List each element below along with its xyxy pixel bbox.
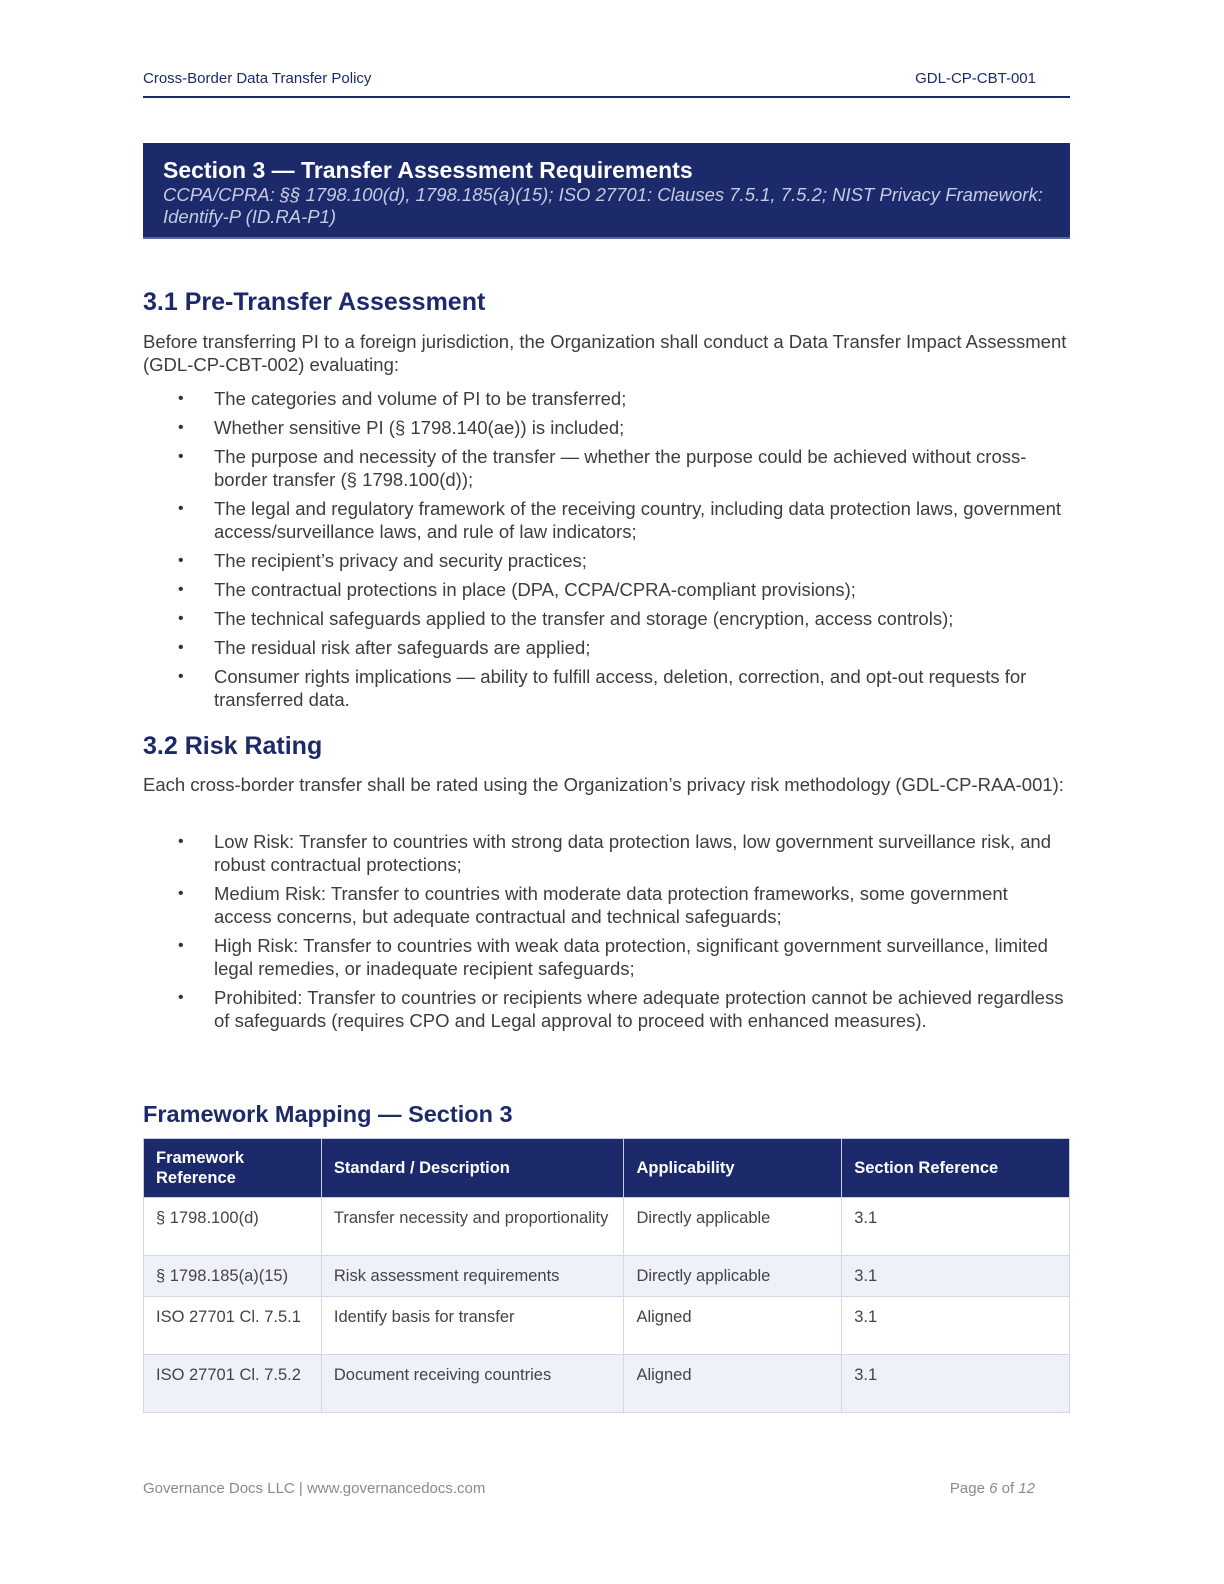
- framework-mapping-table: [143, 1138, 1070, 1413]
- column-header: Section Reference: [842, 1139, 1070, 1198]
- assessment-criteria-list: [143, 387, 1070, 717]
- table-cell: Transfer necessity and proportionality: [321, 1198, 624, 1256]
- column-header: Framework Reference: [144, 1139, 322, 1198]
- table-cell: ISO 27701 Cl. 7.5.2: [144, 1355, 322, 1413]
- table-cell: 3.1: [842, 1297, 1070, 1355]
- page-of: of: [1001, 1480, 1015, 1497]
- header-doc-id: GDL-CP-CBT-001: [915, 70, 1036, 87]
- table-row: [144, 1198, 1070, 1256]
- page-label: Page: [949, 1480, 985, 1497]
- section-title: Section 3 — Transfer Assessment Requirements: [163, 157, 693, 183]
- intro-3-2: Each cross-border transfer shall be rated using the Organization’s privacy risk methodology (GDL-CP-RAA-001):: [143, 774, 1064, 795]
- page-number: [950, 1480, 1070, 1497]
- table-cell: Directly applicable: [624, 1256, 842, 1297]
- column-header: Applicability: [624, 1139, 842, 1198]
- table-cell: Aligned: [624, 1297, 842, 1355]
- header-doc-title: Cross-Border Data Transfer Policy: [143, 70, 372, 87]
- risk-rating-list: [143, 830, 1070, 1038]
- table-cell: Directly applicable: [624, 1198, 842, 1256]
- running-header: [143, 70, 1070, 98]
- table-cell: Identify basis for transfer: [321, 1297, 624, 1355]
- table-cell: Risk assessment requirements: [321, 1256, 624, 1297]
- table-cell: 3.1: [842, 1256, 1070, 1297]
- heading-3-1: 3.1 Pre-Transfer Assessment: [143, 288, 486, 316]
- list-item: • Prohibited: Transfer to countries or recipients where adequate protection cannot be achieved regardless of safeguards (requires CPO and Legal approval to proceed with enhanced measures).: [143, 986, 1070, 1032]
- list-item: • The technical safeguards applied to the transfer and storage (encryption, access controls);: [143, 607, 1070, 630]
- list-item: • The residual risk after safeguards are applied;: [143, 636, 1070, 659]
- list-item: • The purpose and necessity of the transfer — whether the purpose could be achieved without cross-border transfer (§ 1798.100(d));: [143, 445, 1070, 491]
- column-header: Standard / Description: [321, 1139, 624, 1198]
- section-references: CCPA/CPRA: §§ 1798.100(d), 1798.185(a)(15); ISO 27701: Clauses 7.5.1, 7.5.2; NIST Privacy Framework: Identify-P (ID.RA-P1): [163, 184, 1043, 227]
- list-item: • The contractual protections in place (DPA, CCPA/CPRA-compliant provisions);: [143, 578, 1070, 601]
- mapping-table-title: Framework Mapping — Section 3: [143, 1101, 513, 1127]
- heading-3-2: 3.2 Risk Rating: [143, 732, 323, 760]
- table-cell: 3.1: [842, 1355, 1070, 1413]
- list-item: • Low Risk: Transfer to countries with strong data protection laws, low government surveillance risk, and robust contractual protections;: [143, 830, 1070, 876]
- table-cell: Document receiving countries: [321, 1355, 624, 1413]
- page-total: 12: [1018, 1480, 1035, 1497]
- intro-3-1: Before transferring PI to a foreign jurisdiction, the Organization shall conduct a Data Transfer Impact Assessment (GDL-CP-CBT-002) evaluating:: [143, 331, 1067, 375]
- table-cell: § 1798.100(d): [144, 1198, 322, 1256]
- footer-company: Governance Docs LLC | www.governancedocs.com: [143, 1480, 486, 1497]
- table-row: [144, 1256, 1070, 1297]
- table-cell: 3.1: [842, 1198, 1070, 1256]
- list-item: • Consumer rights implications — ability to fulfill access, deletion, correction, and opt-out requests for transferred data.: [143, 665, 1070, 711]
- table-header-row: [144, 1139, 1070, 1198]
- table-row: [144, 1297, 1070, 1355]
- list-item: • Whether sensitive PI (§ 1798.140(ae)) is included;: [143, 416, 1070, 439]
- page-current: 6: [989, 1480, 998, 1497]
- list-item: • Medium Risk: Transfer to countries with moderate data protection frameworks, some government access concerns, but adequate contractual and technical safeguards;: [143, 882, 1070, 928]
- list-item: • High Risk: Transfer to countries with weak data protection, significant government surveillance, limited legal remedies, or inadequate recipient safeguards;: [143, 934, 1070, 980]
- table-cell: ISO 27701 Cl. 7.5.1: [144, 1297, 322, 1355]
- table-cell: § 1798.185(a)(15): [144, 1256, 322, 1297]
- section-banner: [143, 143, 1070, 239]
- list-item: • The categories and volume of PI to be transferred;: [143, 387, 1070, 410]
- page-footer: [143, 1480, 1070, 1497]
- table-cell: Aligned: [624, 1355, 842, 1413]
- table-row: [144, 1355, 1070, 1413]
- list-item: • The legal and regulatory framework of the receiving country, including data protection laws, government access/surveillance laws, and rule of law indicators;: [143, 497, 1070, 543]
- list-item: • The recipient’s privacy and security practices;: [143, 549, 1070, 572]
